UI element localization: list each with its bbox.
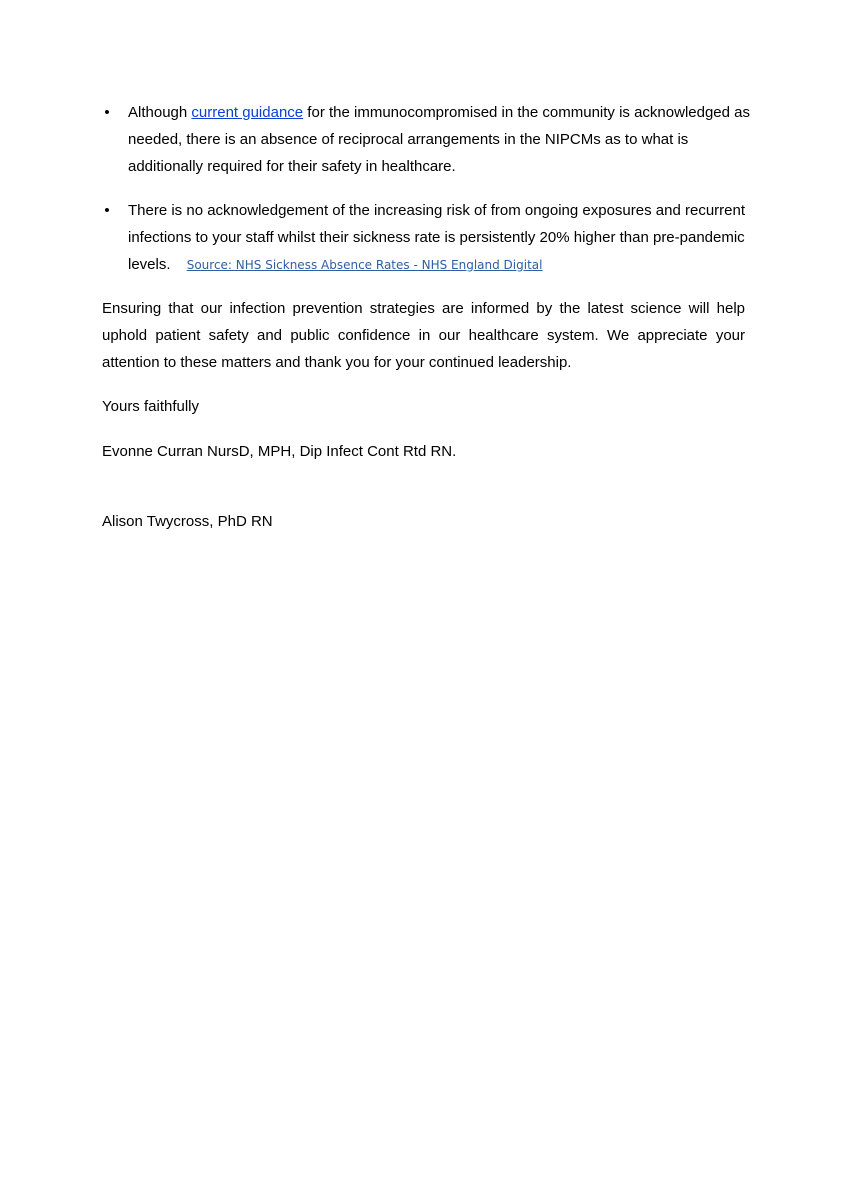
bullet-item-guidance — [102, 99, 752, 180]
bullet-dot-icon: • — [104, 104, 110, 121]
bullet-list — [102, 99, 752, 296]
bullet-text-pre: Although — [128, 104, 192, 121]
current-guidance-link[interactable]: current guidance — [191, 104, 304, 121]
bullet-dot-icon: • — [104, 202, 110, 219]
closing-paragraph: Ensuring that our infection prevention strategies are informed by the latest science will help uphold patient safety and public confidence in our healthcare system. We appreciate your attention to these matters and thank you for your continued leadership. — [102, 300, 745, 371]
signatory-name: Evonne Curran NursD, MPH, Dip Infect Cont Rtd RN. — [102, 443, 457, 460]
source-link[interactable]: Source: NHS Sickness Absence Rates - NHS England Digital — [186, 258, 543, 272]
bullet-text: There is no acknowledgement of the increasing risk of from ongoing exposures and recurrent infections to your staff whilst their sickness rate is persistently 20% higher than pre-pandemic levels. — [128, 202, 745, 273]
bullet-item-sickness — [102, 197, 752, 279]
bullet-text-post: for the immunocompromised in the community is acknowledged as needed, there is an absence of reciprocal arrangements in the NIPCMs as to what is additionally required for their safety in healthcare. — [128, 104, 751, 175]
signatory-name: Alison Twycross, PhD RN — [102, 513, 273, 530]
valediction: Yours faithfully — [102, 398, 200, 415]
